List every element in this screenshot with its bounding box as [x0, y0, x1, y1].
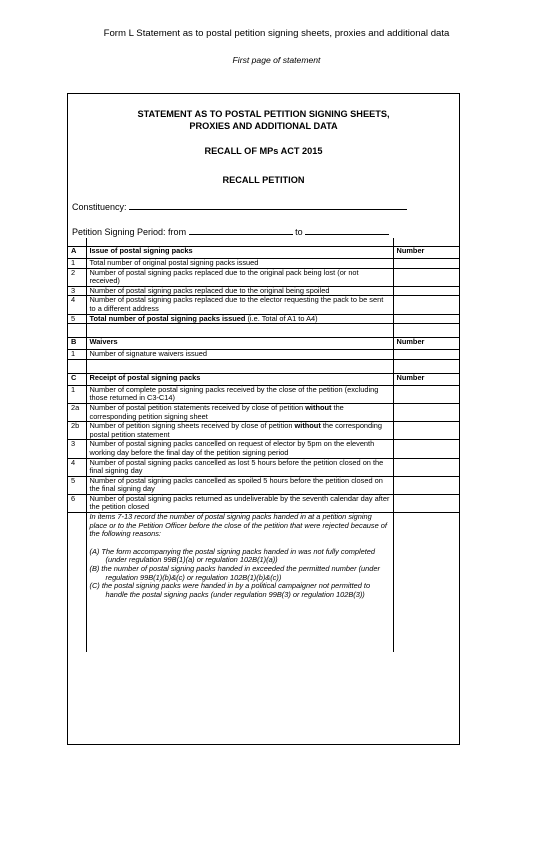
rejection-instructions	[86, 513, 393, 653]
constituency-field	[72, 200, 407, 212]
row-description: Number of signature waivers issued	[86, 350, 393, 360]
section-letter: A	[68, 247, 86, 259]
form-title-line-2: PROXIES AND ADDITIONAL DATA	[189, 121, 338, 131]
table-row	[68, 422, 459, 440]
page-subheader: First page of statement	[232, 55, 321, 65]
row-description	[86, 314, 393, 324]
act-title: RECALL OF MPs ACT 2015	[204, 146, 323, 156]
table-row	[68, 259, 459, 269]
table-row	[68, 268, 459, 286]
row-number: 1	[68, 350, 86, 360]
number-cell[interactable]	[393, 458, 459, 476]
row-number: 1	[68, 259, 86, 269]
row-description-post: the corresponding petition signing sheet	[89, 402, 344, 421]
row-description: Total number of original postal signing packs issued	[86, 259, 393, 269]
spacer-row	[68, 359, 459, 373]
table-row	[68, 403, 459, 421]
row-number: 2a	[68, 403, 86, 421]
number-cell[interactable]	[393, 286, 459, 296]
row-description-rest: (i.e. Total of A1 to A4)	[245, 313, 318, 323]
statement-form	[67, 93, 460, 745]
number-cell[interactable]	[393, 422, 459, 440]
row-description	[86, 403, 393, 421]
period-to-input-line[interactable]	[305, 225, 389, 235]
row-description	[86, 422, 393, 440]
section-title: Receipt of postal signing packs	[86, 373, 393, 385]
row-number: 5	[68, 314, 86, 324]
row-description: Number of postal signing packs cancelled as lost 5 hours before the petition closed on the final signing day	[86, 458, 393, 476]
row-description-bold: without	[305, 402, 332, 412]
number-cell[interactable]	[393, 385, 459, 403]
page-header: Form L Statement as to postal petition signing sheets, proxies and additional data	[103, 28, 450, 39]
row-description-pre: Number of postal petition statements received by close of petition	[89, 402, 306, 412]
row-number: 4	[68, 458, 86, 476]
petition-period-field	[72, 225, 389, 237]
table-row	[68, 314, 459, 324]
number-cell[interactable]	[393, 259, 459, 269]
reason-b: (B) the number of postal signing packs handed in exceeded the permitted number (under regulation 99B(1)(b)&(c) or regulation 102B(1)(b)&(c))	[89, 564, 380, 582]
row-description: Number of postal signing packs cancelled as spoiled 5 hours before the petition closed on the final signing day	[86, 476, 393, 494]
table-row	[68, 385, 459, 403]
row-description-bold: Total number of postal signing packs issued	[89, 313, 246, 323]
table-row	[68, 476, 459, 494]
row-number: 3	[68, 286, 86, 296]
table-row	[68, 440, 459, 458]
spacer-row	[68, 324, 459, 338]
number-cell[interactable]	[393, 494, 459, 512]
section-letter: B	[68, 338, 86, 350]
recall-title: RECALL PETITION	[222, 175, 305, 185]
number-cell[interactable]	[393, 296, 459, 314]
row-number: 6	[68, 494, 86, 512]
constituency-label: Constituency:	[72, 202, 127, 212]
row-description: Number of postal signing packs replaced due to the original pack being lost (or not received)	[86, 268, 393, 286]
row-number: 3	[68, 440, 86, 458]
row-number: 2b	[68, 422, 86, 440]
section-c-header	[68, 373, 459, 385]
row-number: 2	[68, 268, 86, 286]
row-number: 5	[68, 476, 86, 494]
period-to-label: to	[295, 227, 303, 237]
reason-c: (C) the postal signing packs were handed in by a political campaigner not permitted to handle the postal signing packs (under regulation 99B(3) or regulation 102B(3))	[89, 581, 371, 599]
number-cell[interactable]	[393, 314, 459, 324]
row-number: 4	[68, 296, 86, 314]
row-description: Number of complete postal signing packs received by the close of the petition (excluding those returned in C3-C14)	[86, 385, 393, 403]
number-column-header: Number	[393, 338, 459, 350]
row-description: Number of postal signing packs replaced due to the elector requesting the pack to be sent to a different address	[86, 296, 393, 314]
period-from-input-line[interactable]	[189, 225, 293, 235]
number-column-header: Number	[393, 247, 459, 259]
section-b-header	[68, 338, 459, 350]
row-description: Number of postal signing packs cancelled on request of elector by 5pm on the eleventh working day before the final day of the petition signing period	[86, 440, 393, 458]
row-description: Number of postal signing packs replaced due to the original being spoiled	[86, 286, 393, 296]
statement-table	[68, 238, 459, 652]
number-column-header: Number	[393, 373, 459, 385]
instructions-row	[68, 513, 459, 653]
section-a-header	[68, 247, 459, 259]
section-letter: C	[68, 373, 86, 385]
table-row	[68, 494, 459, 512]
table-row	[68, 458, 459, 476]
form-title-line-1: STATEMENT AS TO POSTAL PETITION SIGNING SHEETS,	[137, 109, 390, 119]
row-description: Number of postal signing packs returned as undeliverable by the seventh calendar day after the petition closed	[86, 494, 393, 512]
row-number: 1	[68, 385, 86, 403]
number-cell[interactable]	[393, 350, 459, 360]
row-description-pre: Number of petition signing sheets received by close of petition	[89, 421, 295, 431]
table-row	[68, 350, 459, 360]
constituency-input-line[interactable]	[129, 200, 407, 210]
form-title	[68, 108, 459, 132]
row-description-post: the corresponding postal petition statement	[89, 421, 383, 439]
section-title: Waivers	[86, 338, 393, 350]
period-from-label: Petition Signing Period: from	[72, 227, 187, 237]
table-row	[68, 296, 459, 314]
number-cell[interactable]	[393, 403, 459, 421]
instructions-intro: In items 7-13 record the number of postal signing packs handed in at a petition signing place or to the Petition Officer before the close of the petition that were rejected because of the following reasons:	[89, 512, 387, 539]
row-description-bold: without	[294, 421, 321, 431]
number-cell[interactable]	[393, 268, 459, 286]
reason-a: (A) The form accompanying the postal signing packs handed in was not fully completed (under regulation 99B(1)(a) or regulation 102B(1)(a))	[89, 546, 376, 565]
section-title: Issue of postal signing packs	[86, 247, 393, 259]
number-cell[interactable]	[393, 440, 459, 458]
number-cell[interactable]	[393, 476, 459, 494]
